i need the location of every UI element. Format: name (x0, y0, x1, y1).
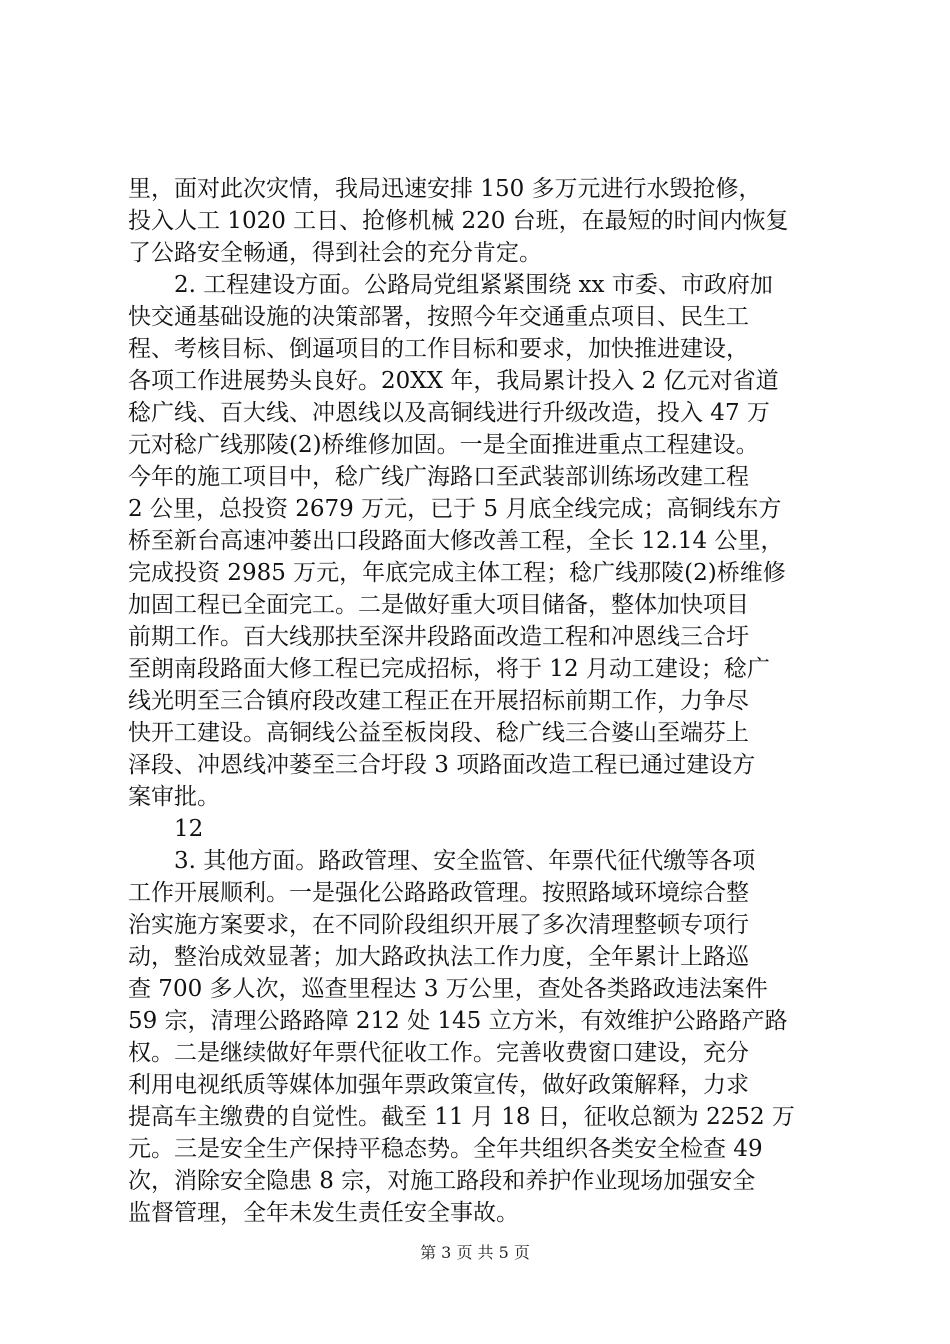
text-line: 投入人工 1020 工日、抢修机械 220 台班，在最短的时间内恢复 (128, 208, 789, 234)
text-line: 治实施方案要求，在不同阶段组织开展了多次清理整顿专项行 (128, 912, 749, 938)
page-footer: 第 3 页 共 5 页 (420, 1243, 530, 1262)
text-line: 今年的施工项目中，稔广线广海路口至武装部训练场改建工程 (128, 464, 749, 490)
text-line: 泽段、冲恩线冲蒌至三合圩段 3 项路面改造工程已通过建设方 (128, 752, 756, 778)
text-line: 工作开展顺利。一是强化公路路政管理。按照路域环境综合整 (128, 880, 749, 906)
text-line: 权。二是继续做好年票代征收工作。完善收费窗口建设，充分 (128, 1040, 749, 1066)
text-line: 加固工程已全面完工。二是做好重大项目储备，整体加快项目 (128, 592, 749, 618)
text-line: 程、考核目标、倒逼项目的工作目标和要求，加快推进建设， (128, 336, 749, 362)
page-number-marker: 12 (128, 816, 204, 842)
text-line: 动，整治成效显著；加大路政执法工作力度，全年累计上路巡 (128, 944, 749, 970)
text-line: 快交通基础设施的决策部署，按照今年交通重点项目、民生工 (128, 304, 749, 330)
text-line: 里，面对此次灾情，我局迅速安排 150 多万元进行水毁抢修， (128, 176, 762, 202)
text-line: 前期工作。百大线那扶至深井段路面改造工程和冲恩线三合圩 (128, 624, 749, 650)
text-line: 提高车主缴费的自觉性。截至 11 月 18 日，征收总额为 2252 万 (128, 1104, 795, 1130)
text-line: 线光明至三合镇府段改建工程正在开展招标前期工作，力争尽 (128, 688, 749, 714)
text-line: 稔广线、百大线、冲恩线以及高铜线进行升级改造，投入 47 万 (128, 400, 770, 426)
body-text (128, 173, 848, 1229)
text-line: 元对稔广线那陵(2)桥维修加固。一是全面推进重点工程建设。 (128, 432, 759, 458)
text-line: 案审批。 (128, 784, 220, 810)
text-line: 至朗南段路面大修工程已完成招标，将于 12 月动工建设；稔广 (128, 656, 770, 682)
text-line: 各项工作进展势头良好。20XX 年，我局累计投入 2 亿元对省道 (128, 368, 779, 394)
text-line: 快开工建设。高铜线公益至板岗段、稔广线三合婆山至端芬上 (128, 720, 749, 746)
text-line: 完成投资 2985 万元，年底完成主体工程；稔广线那陵(2)桥维修 (128, 560, 786, 586)
text-line: 桥至新台高速冲蒌出口段路面大修改善工程，全长 12.14 公里， (128, 528, 784, 554)
text-line: 次，消除安全隐患 8 宗，对施工路段和养护作业现场加强安全 (128, 1168, 756, 1194)
text-line: 利用电视纸质等媒体加强年票政策宣传，做好政策解释，力求 (128, 1072, 749, 1098)
text-line: 元。三是安全生产保持平稳态势。全年共组织各类安全检查 49 (128, 1136, 763, 1162)
text-line: 59 宗，清理公路路障 212 处 145 立方米，有效维护公路路产路 (128, 1008, 788, 1034)
text-line: 2. 工程建设方面。公路局党组紧紧围绕 xx 市委、市政府加 (128, 272, 773, 298)
text-line: 了公路安全畅通，得到社会的充分肯定。 (128, 240, 542, 266)
text-line: 3. 其他方面。路政管理、安全监管、年票代征代缴等各项 (128, 848, 756, 874)
text-line: 2 公里，总投资 2679 万元，已于 5 月底全线完成；高铜线东方 (128, 496, 782, 522)
text-line: 监督管理，全年未发生责任安全事故。 (128, 1200, 519, 1226)
text-line: 查 700 多人次，巡查里程达 3 万公里，查处各类路政违法案件 (128, 976, 768, 1002)
